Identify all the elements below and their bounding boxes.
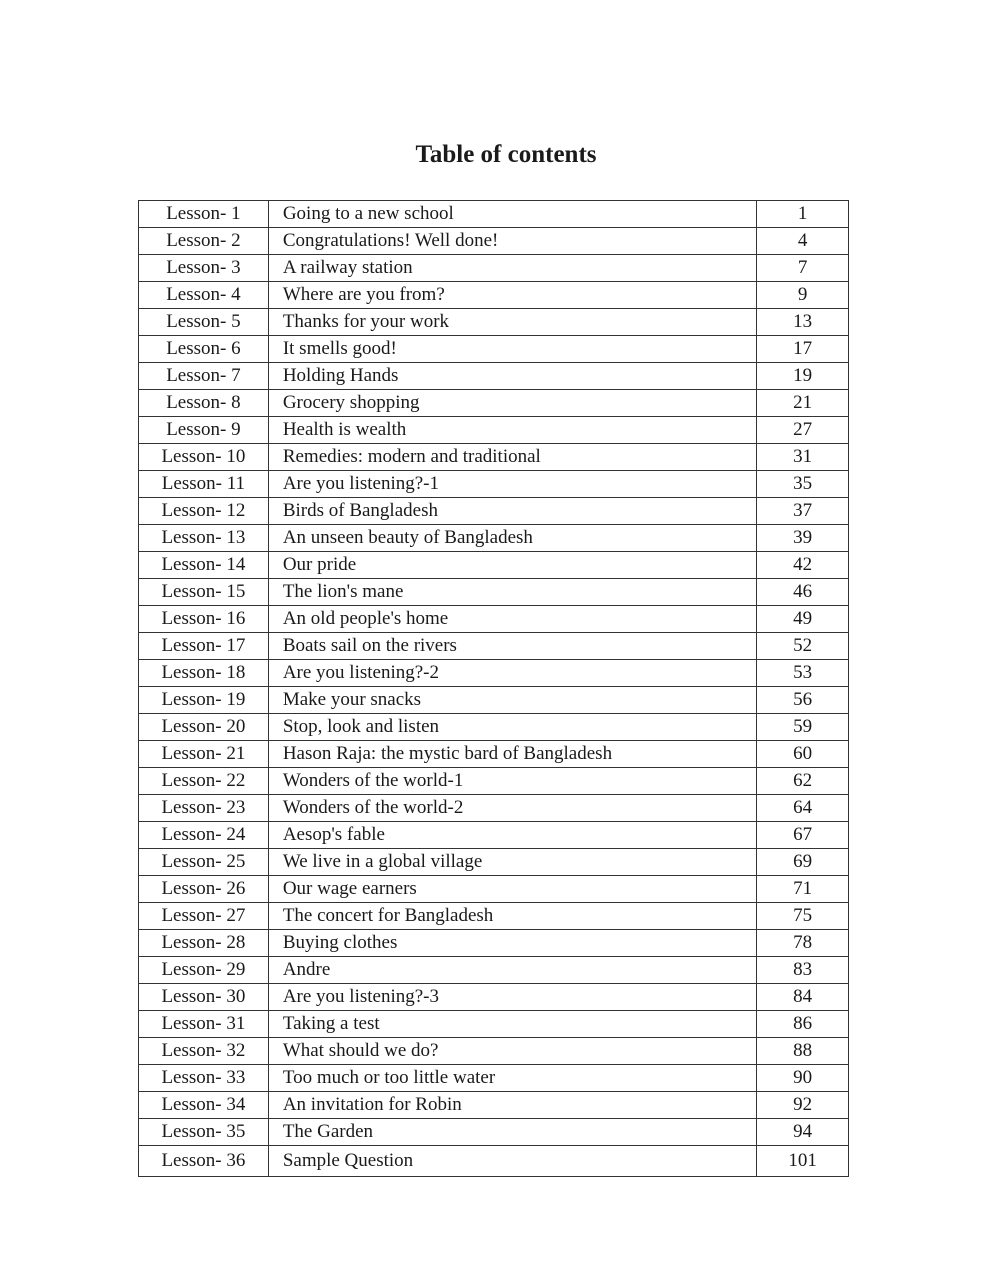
toc-lesson-title: An old people's home xyxy=(268,606,756,633)
toc-lesson-number: Lesson- 34 xyxy=(139,1092,269,1119)
toc-row xyxy=(139,1092,849,1119)
toc-page-number: 27 xyxy=(757,417,849,444)
toc-lesson-number: Lesson- 23 xyxy=(139,795,269,822)
toc-page-number: 71 xyxy=(757,876,849,903)
toc-page-number: 13 xyxy=(757,309,849,336)
toc-page-number: 31 xyxy=(757,444,849,471)
toc-lesson-title: Remedies: modern and traditional xyxy=(268,444,756,471)
toc-row xyxy=(139,795,849,822)
toc-lesson-number: Lesson- 20 xyxy=(139,714,269,741)
toc-lesson-number: Lesson- 4 xyxy=(139,282,269,309)
toc-page-number: 75 xyxy=(757,903,849,930)
toc-lesson-number: Lesson- 30 xyxy=(139,984,269,1011)
toc-page-number: 52 xyxy=(757,633,849,660)
toc-page-number: 88 xyxy=(757,1038,849,1065)
toc-lesson-title: Going to a new school xyxy=(268,201,756,228)
toc-row xyxy=(139,201,849,228)
toc-page-number: 46 xyxy=(757,579,849,606)
toc-row xyxy=(139,876,849,903)
toc-lesson-title: Taking a test xyxy=(268,1011,756,1038)
toc-lesson-number: Lesson- 25 xyxy=(139,849,269,876)
toc-lesson-title: Buying clothes xyxy=(268,930,756,957)
toc-lesson-number: Lesson- 12 xyxy=(139,498,269,525)
toc-lesson-number: Lesson- 33 xyxy=(139,1065,269,1092)
toc-page-number: 78 xyxy=(757,930,849,957)
toc-page-number: 39 xyxy=(757,525,849,552)
toc-row xyxy=(139,903,849,930)
toc-lesson-title: Are you listening?-2 xyxy=(268,660,756,687)
toc-lesson-title: The Garden xyxy=(268,1119,756,1146)
toc-lesson-title: Are you listening?-3 xyxy=(268,984,756,1011)
toc-row xyxy=(139,552,849,579)
toc-page-number: 92 xyxy=(757,1092,849,1119)
toc-page-number: 1 xyxy=(757,201,849,228)
toc-lesson-title: Wonders of the world-1 xyxy=(268,768,756,795)
toc-lesson-number: Lesson- 10 xyxy=(139,444,269,471)
toc-row xyxy=(139,660,849,687)
toc-lesson-title: It smells good! xyxy=(268,336,756,363)
toc-lesson-number: Lesson- 26 xyxy=(139,876,269,903)
toc-lesson-title: A railway station xyxy=(268,255,756,282)
toc-lesson-number: Lesson- 35 xyxy=(139,1119,269,1146)
toc-lesson-title: Our pride xyxy=(268,552,756,579)
toc-row xyxy=(139,444,849,471)
toc-body xyxy=(139,201,849,1177)
toc-row xyxy=(139,957,849,984)
toc-lesson-number: Lesson- 27 xyxy=(139,903,269,930)
toc-lesson-title: An invitation for Robin xyxy=(268,1092,756,1119)
toc-row xyxy=(139,471,849,498)
toc-row xyxy=(139,1038,849,1065)
toc-lesson-number: Lesson- 1 xyxy=(139,201,269,228)
toc-row xyxy=(139,309,849,336)
toc-page-number: 59 xyxy=(757,714,849,741)
toc-row xyxy=(139,363,849,390)
toc-lesson-title: Sample Question xyxy=(268,1146,756,1177)
toc-row xyxy=(139,228,849,255)
toc-lesson-title: Birds of Bangladesh xyxy=(268,498,756,525)
toc-lesson-title: We live in a global village xyxy=(268,849,756,876)
toc-page-number: 69 xyxy=(757,849,849,876)
toc-lesson-title: Boats sail on the rivers xyxy=(268,633,756,660)
toc-page-number: 49 xyxy=(757,606,849,633)
toc-row xyxy=(139,822,849,849)
toc-page-number: 53 xyxy=(757,660,849,687)
toc-row xyxy=(139,930,849,957)
toc-page-number: 84 xyxy=(757,984,849,1011)
toc-lesson-title: The concert for Bangladesh xyxy=(268,903,756,930)
toc-lesson-number: Lesson- 31 xyxy=(139,1011,269,1038)
toc-lesson-title: Congratulations! Well done! xyxy=(268,228,756,255)
toc-lesson-number: Lesson- 29 xyxy=(139,957,269,984)
toc-page-number: 86 xyxy=(757,1011,849,1038)
toc-lesson-number: Lesson- 9 xyxy=(139,417,269,444)
toc-row xyxy=(139,606,849,633)
toc-page-number: 64 xyxy=(757,795,849,822)
toc-page-number: 19 xyxy=(757,363,849,390)
toc-page-number: 9 xyxy=(757,282,849,309)
toc-row xyxy=(139,390,849,417)
toc-lesson-number: Lesson- 28 xyxy=(139,930,269,957)
toc-lesson-title: Thanks for your work xyxy=(268,309,756,336)
toc-row xyxy=(139,282,849,309)
toc-lesson-number: Lesson- 13 xyxy=(139,525,269,552)
toc-page-number: 67 xyxy=(757,822,849,849)
table-of-contents xyxy=(138,200,849,1177)
toc-lesson-title: Stop, look and listen xyxy=(268,714,756,741)
toc-row xyxy=(139,1065,849,1092)
toc-lesson-title: Health is wealth xyxy=(268,417,756,444)
toc-row xyxy=(139,498,849,525)
toc-lesson-title: Wonders of the world-2 xyxy=(268,795,756,822)
toc-lesson-number: Lesson- 21 xyxy=(139,741,269,768)
toc-lesson-number: Lesson- 6 xyxy=(139,336,269,363)
toc-page-number: 42 xyxy=(757,552,849,579)
toc-page-number: 90 xyxy=(757,1065,849,1092)
toc-lesson-title: What should we do? xyxy=(268,1038,756,1065)
toc-page-number: 17 xyxy=(757,336,849,363)
toc-lesson-title: The lion's mane xyxy=(268,579,756,606)
toc-row xyxy=(139,1119,849,1146)
toc-lesson-number: Lesson- 8 xyxy=(139,390,269,417)
toc-lesson-number: Lesson- 17 xyxy=(139,633,269,660)
toc-lesson-title: Our wage earners xyxy=(268,876,756,903)
toc-page-number: 4 xyxy=(757,228,849,255)
toc-lesson-title: Hason Raja: the mystic bard of Bangladesh xyxy=(268,741,756,768)
toc-row xyxy=(139,1011,849,1038)
toc-page-number: 94 xyxy=(757,1119,849,1146)
toc-lesson-number: Lesson- 16 xyxy=(139,606,269,633)
toc-lesson-number: Lesson- 7 xyxy=(139,363,269,390)
page-title: Table of contents xyxy=(415,141,597,168)
toc-lesson-number: Lesson- 11 xyxy=(139,471,269,498)
toc-lesson-number: Lesson- 18 xyxy=(139,660,269,687)
toc-lesson-number: Lesson- 15 xyxy=(139,579,269,606)
toc-page-number: 37 xyxy=(757,498,849,525)
toc-page-number: 101 xyxy=(757,1146,849,1177)
toc-lesson-number: Lesson- 36 xyxy=(139,1146,269,1177)
toc-row xyxy=(139,525,849,552)
toc-row xyxy=(139,849,849,876)
toc-page-number: 60 xyxy=(757,741,849,768)
toc-lesson-title: Make your snacks xyxy=(268,687,756,714)
toc-lesson-title: Aesop's fable xyxy=(268,822,756,849)
toc-lesson-number: Lesson- 5 xyxy=(139,309,269,336)
toc-row xyxy=(139,714,849,741)
toc-row xyxy=(139,255,849,282)
toc-row xyxy=(139,741,849,768)
toc-lesson-title: Andre xyxy=(268,957,756,984)
toc-page-number: 83 xyxy=(757,957,849,984)
toc-lesson-number: Lesson- 3 xyxy=(139,255,269,282)
toc-page-number: 21 xyxy=(757,390,849,417)
toc-lesson-number: Lesson- 19 xyxy=(139,687,269,714)
toc-page-number: 35 xyxy=(757,471,849,498)
toc-page-number: 7 xyxy=(757,255,849,282)
toc-row xyxy=(139,417,849,444)
toc-page-number: 62 xyxy=(757,768,849,795)
toc-row xyxy=(139,984,849,1011)
toc-lesson-title: Holding Hands xyxy=(268,363,756,390)
toc-lesson-number: Lesson- 2 xyxy=(139,228,269,255)
toc-row xyxy=(139,1146,849,1177)
toc-lesson-number: Lesson- 22 xyxy=(139,768,269,795)
toc-page-number: 56 xyxy=(757,687,849,714)
toc-row xyxy=(139,768,849,795)
toc-lesson-title: Are you listening?-1 xyxy=(268,471,756,498)
toc-row xyxy=(139,633,849,660)
toc-lesson-number: Lesson- 24 xyxy=(139,822,269,849)
toc-lesson-title: An unseen beauty of Bangladesh xyxy=(268,525,756,552)
toc-lesson-title: Where are you from? xyxy=(268,282,756,309)
toc-lesson-number: Lesson- 32 xyxy=(139,1038,269,1065)
toc-lesson-title: Too much or too little water xyxy=(268,1065,756,1092)
toc-lesson-title: Grocery shopping xyxy=(268,390,756,417)
toc-row xyxy=(139,336,849,363)
toc-lesson-number: Lesson- 14 xyxy=(139,552,269,579)
toc-row xyxy=(139,687,849,714)
toc-row xyxy=(139,579,849,606)
